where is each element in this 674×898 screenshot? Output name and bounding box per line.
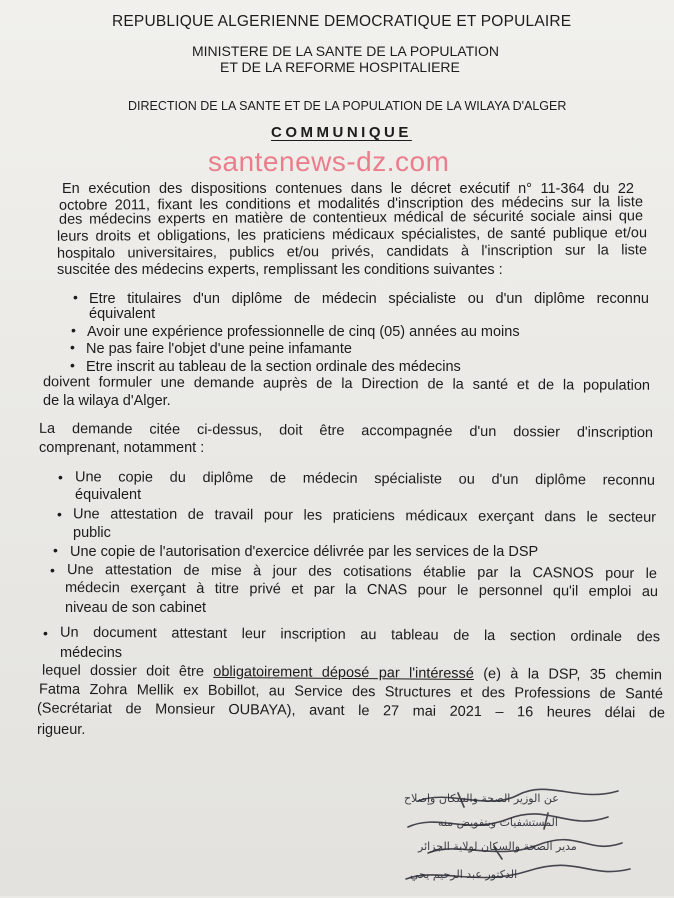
direction-heading: DIRECTION DE LA SANTE ET DE LA POPULATION DE LA WILAYA D'ALGER (128, 99, 567, 113)
intro-line: leurs droits et obligations, les praticiens médicaux spécialistes, de santé publique et/ou (56, 225, 648, 245)
watermark: santenews-dz.com (208, 146, 450, 177)
bullet-icon: • (73, 289, 78, 305)
condition-item: Avoir une expérience professionnelle de cinq (05) années au moins (87, 324, 520, 340)
bullet-icon: • (43, 625, 48, 641)
document-item: Une copie de l'autorisation d'exercice délivrée par les services de la DSP (70, 544, 539, 560)
republic-heading: REPUBLIQUE ALGERIENNE DEMOCRATIQUE ET POPULAIRE (112, 13, 572, 30)
intro-line: hospitalo universitaires, publics et/ou privés, candidats à l'inscription sur la liste (56, 242, 648, 262)
deposit-line: Fatma Zohra Mellik ex Bobillot, au Service des Structures et des Professions de Santé (38, 681, 664, 703)
deposit-text: lequel dossier doit être (41, 662, 214, 680)
document-item: Une copie du diplôme de médecin spécialiste ou d'un diplôme reconnu (74, 469, 656, 489)
document-item: Une attestation de travail pour les praticiens médicaux exerçant dans le secteur (72, 506, 657, 526)
document-item-continued: médecins (60, 645, 123, 661)
dossier-intro-line: comprenant, notamment : (39, 440, 205, 456)
intro-line: En exécution des dispositions contenues dans le décret exécutif n° 11-364 du 22 (62, 181, 634, 197)
deposit-underlined-text: obligatoirement déposé par l'intéressé (213, 663, 474, 682)
bullet-icon: • (71, 322, 76, 338)
condition-item: Ne pas faire l'objet d'une peine infamante (86, 341, 352, 357)
conditions-closing-line: doivent formuler une demande auprès de la Direction de la santé et de la population (42, 374, 651, 394)
bullet-icon: • (70, 339, 75, 355)
intro-line: des médecins experts en matière de contentieux médical de sécurité sociale ainsi que (58, 208, 644, 228)
document-item-continued: niveau de son cabinet (65, 600, 207, 616)
document-item-continued: équivalent (75, 487, 142, 503)
ministry-heading-line1: MINISTERE DE LA SANTE DE LA POPULATION (192, 43, 500, 59)
signature-line: المستشفيات وبتفويض منه (438, 816, 558, 829)
signature-stamp (398, 783, 634, 893)
condition-item: Etre titulaires d'un diplôme de médecin spécialiste ou d'un diplôme reconnu (89, 291, 649, 307)
bullet-icon: • (53, 542, 58, 558)
intro-line: suscitée des médecins experts, remplissant les conditions suivantes : (57, 262, 503, 278)
document-title: COMMUNIQUE (271, 124, 412, 141)
signature-line: مدير الصحة والسكان لولاية الجزائر (418, 840, 577, 853)
intro-line: octobre 2011, fixant les conditions et modalités d'inscription des médecins sur la liste (58, 194, 644, 214)
dossier-intro-line: La demande citée ci-dessus, doit être accompagnée d'un dossier d'inscription (38, 420, 654, 442)
document-item-continued: public (73, 525, 111, 541)
signature-line: الدكتور عبد الرحيم يحي (410, 868, 518, 881)
signature-line: عن الوزير الصحة والسكان وإصلاح (404, 792, 559, 805)
document-item: Une attestation de mise à jour des cotisations établie par la CASNOS pour le (66, 561, 658, 583)
deposit-text: (e) à la DSP, 35 chemin (473, 665, 663, 684)
document-item: Un document attestant leur inscription au tableau de la section ordinale des (59, 624, 661, 646)
bullet-icon: • (70, 357, 75, 373)
condition-item-continued: équivalent (89, 306, 156, 322)
condition-item: Etre inscrit au tableau de la section ordinale des médecins (86, 359, 461, 375)
deposit-line (42, 663, 662, 684)
bullet-icon: • (50, 562, 55, 578)
conditions-closing-line: de la wilaya d'Alger. (43, 393, 171, 409)
deposit-line: rigueur. (37, 722, 86, 738)
ministry-heading-line2: ET DE LA REFORME HOSPITALIERE (220, 59, 460, 75)
bullet-icon: • (58, 469, 63, 485)
deposit-line: (Secrétariat de Monsieur OUBAYA), avant le 27 mai 2021 – 16 heures délai de (36, 700, 666, 722)
bullet-icon: • (57, 506, 62, 522)
document-item-continued: médecin exerçant à titre privé et par la CNAS pour le personnel qu'il emploi au (64, 579, 659, 601)
